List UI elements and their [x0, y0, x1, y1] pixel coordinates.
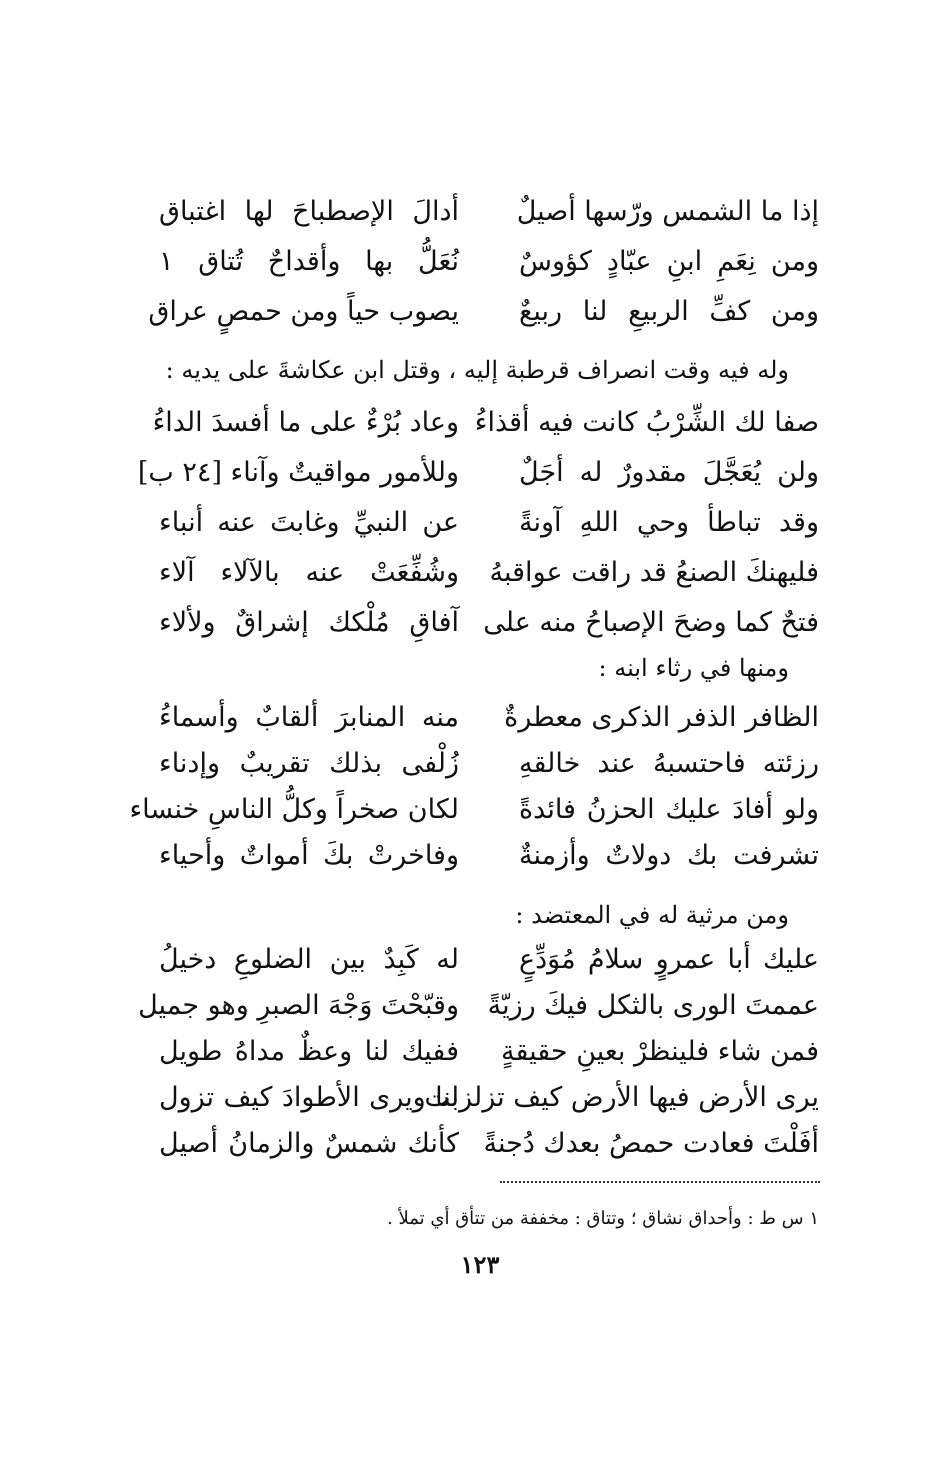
- verse: [0, 986, 944, 1036]
- hemistich-second: آفاقِ مُلْكك إشراقٌ ولألاء: [159, 607, 459, 638]
- hemistich-second: يصوب حياً ومن حمصٍ عراق: [148, 296, 459, 327]
- hemistich-first: فمن شاء فلينظرْ بعينِ حقيقةٍ: [500, 1036, 819, 1067]
- footnote-divider: [500, 1181, 820, 1183]
- hemistich-first: ومن كفِّ الربيعِ لنا ربيعٌ: [519, 296, 819, 327]
- hemistich-first: وقد تباطأ وحي اللهِ آونةً: [519, 507, 819, 538]
- hemistich-first: الظافر الذفر الذكرى معطرةٌ: [504, 702, 819, 733]
- verse: [0, 453, 944, 503]
- verse: [0, 744, 944, 794]
- hemistich-first: ومن نِعَمِ ابنِ عبّادٍ كؤوسٌ: [519, 246, 819, 277]
- footnote: ١ س ط : وأحداق نشاق ؛ وتتاق : مخففة من تتأق أي تملأ .: [387, 1208, 819, 1229]
- hemistich-first: أفَلْتَ فعادت حمصُ بعدك دُجنةً: [483, 1128, 819, 1159]
- verse: [0, 698, 944, 748]
- poem-intro: ومن مرثية له في المعتضد :: [515, 901, 789, 929]
- verse: [0, 1032, 944, 1082]
- hemistich-second: كأنك شمسٌ والزمانُ أصيل: [159, 1128, 459, 1159]
- hemistich-first: ولو أفادَ عليك الحزنُ فائدةً: [519, 794, 819, 825]
- hemistich-first: إذا ما الشمس ورّسها أصيلٌ: [516, 196, 819, 227]
- hemistich-first: عليك أبا عمروٍ سلامُ مُوَدِّعٍ: [519, 944, 819, 975]
- verse: [0, 242, 944, 292]
- hemistich-second: أدالَ الإصطباحَ لها اغتباق: [159, 196, 459, 227]
- verse: [0, 292, 944, 342]
- hemistich-second: وعاد بُرْءٌ على ما أفسدَ الداءُ: [152, 407, 459, 438]
- verse: [0, 836, 944, 886]
- hemistich-second: عن النبيِّ وغابتَ عنه أنباء: [159, 507, 459, 538]
- hemistich-first: يرى الأرض فيها الأرض كيف تزلزلت: [424, 1082, 819, 1113]
- verse: [0, 1124, 944, 1174]
- hemistich-second: وفاخرتْ بكَ أمواتٌ وأحياء: [159, 840, 459, 871]
- hemistich-first: صفا لك الشِّرْبُ كانت فيه أقذاءُ: [474, 407, 819, 438]
- verse: [0, 790, 944, 840]
- hemistich-second: له كَبِدٌ بين الضلوعِ دخيلُ: [159, 944, 459, 975]
- hemistich-first: فتحٌ كما وضحَ الإصباحُ منه على: [483, 607, 819, 638]
- verse: [0, 192, 944, 242]
- verse: [0, 403, 944, 453]
- hemistich-second: وشُفِّعَتْ عنه بالآلاء آلاء: [159, 557, 459, 588]
- hemistich-second: منه المنابرَ ألقابٌ وأسماءُ: [159, 702, 459, 733]
- hemistich-first: تشرفت بك دولاتٌ وأزمنةٌ: [519, 840, 819, 871]
- hemistich-first: ولن يُعَجَّلَ مقدورٌ له أجَلٌ: [519, 457, 819, 488]
- page-number: ١٢٣: [460, 1250, 500, 1279]
- hemistich-second: زُلْفى بذلك تقريبٌ وإدناء: [159, 748, 459, 779]
- poem-intro: ومنها في رثاء ابنه :: [598, 654, 789, 682]
- verse: [0, 1078, 944, 1128]
- verse: [0, 553, 944, 603]
- hemistich-second: ففيك لنا وعظٌ مداهُ طويل: [159, 1036, 459, 1067]
- hemistich-first: رزئته فاحتسبهُ عند خالقهِ: [519, 748, 819, 779]
- hemistich-second: وقبّحْتَ وَجْهَ الصبرِ وهو جميل: [138, 990, 459, 1021]
- hemistich-second: وللأمور مواقيتٌ وآناء [٢٤ ب]: [137, 457, 459, 488]
- verse: [0, 503, 944, 553]
- verse: [0, 940, 944, 990]
- hemistich-second: نُعَلُّ بها وأقداحٌ تُتاق ١: [159, 246, 459, 277]
- hemistich-second: بنا ويرى الأطوادَ كيف تزول: [159, 1082, 459, 1113]
- poem-intro: وله فيه وقت انصراف قرطبة إليه ، وقتل ابن عكاشةَ على يديه :: [165, 356, 789, 384]
- hemistich-first: فليهنكَ الصنعُ قد راقت عواقبهُ: [489, 557, 819, 588]
- hemistich-second: لكان صخراً وكلُّ الناسِ خنساء: [129, 794, 459, 825]
- verse: [0, 603, 944, 653]
- hemistich-first: عممتَ الورى بالثكل فيكَ رزيّةً: [487, 990, 819, 1021]
